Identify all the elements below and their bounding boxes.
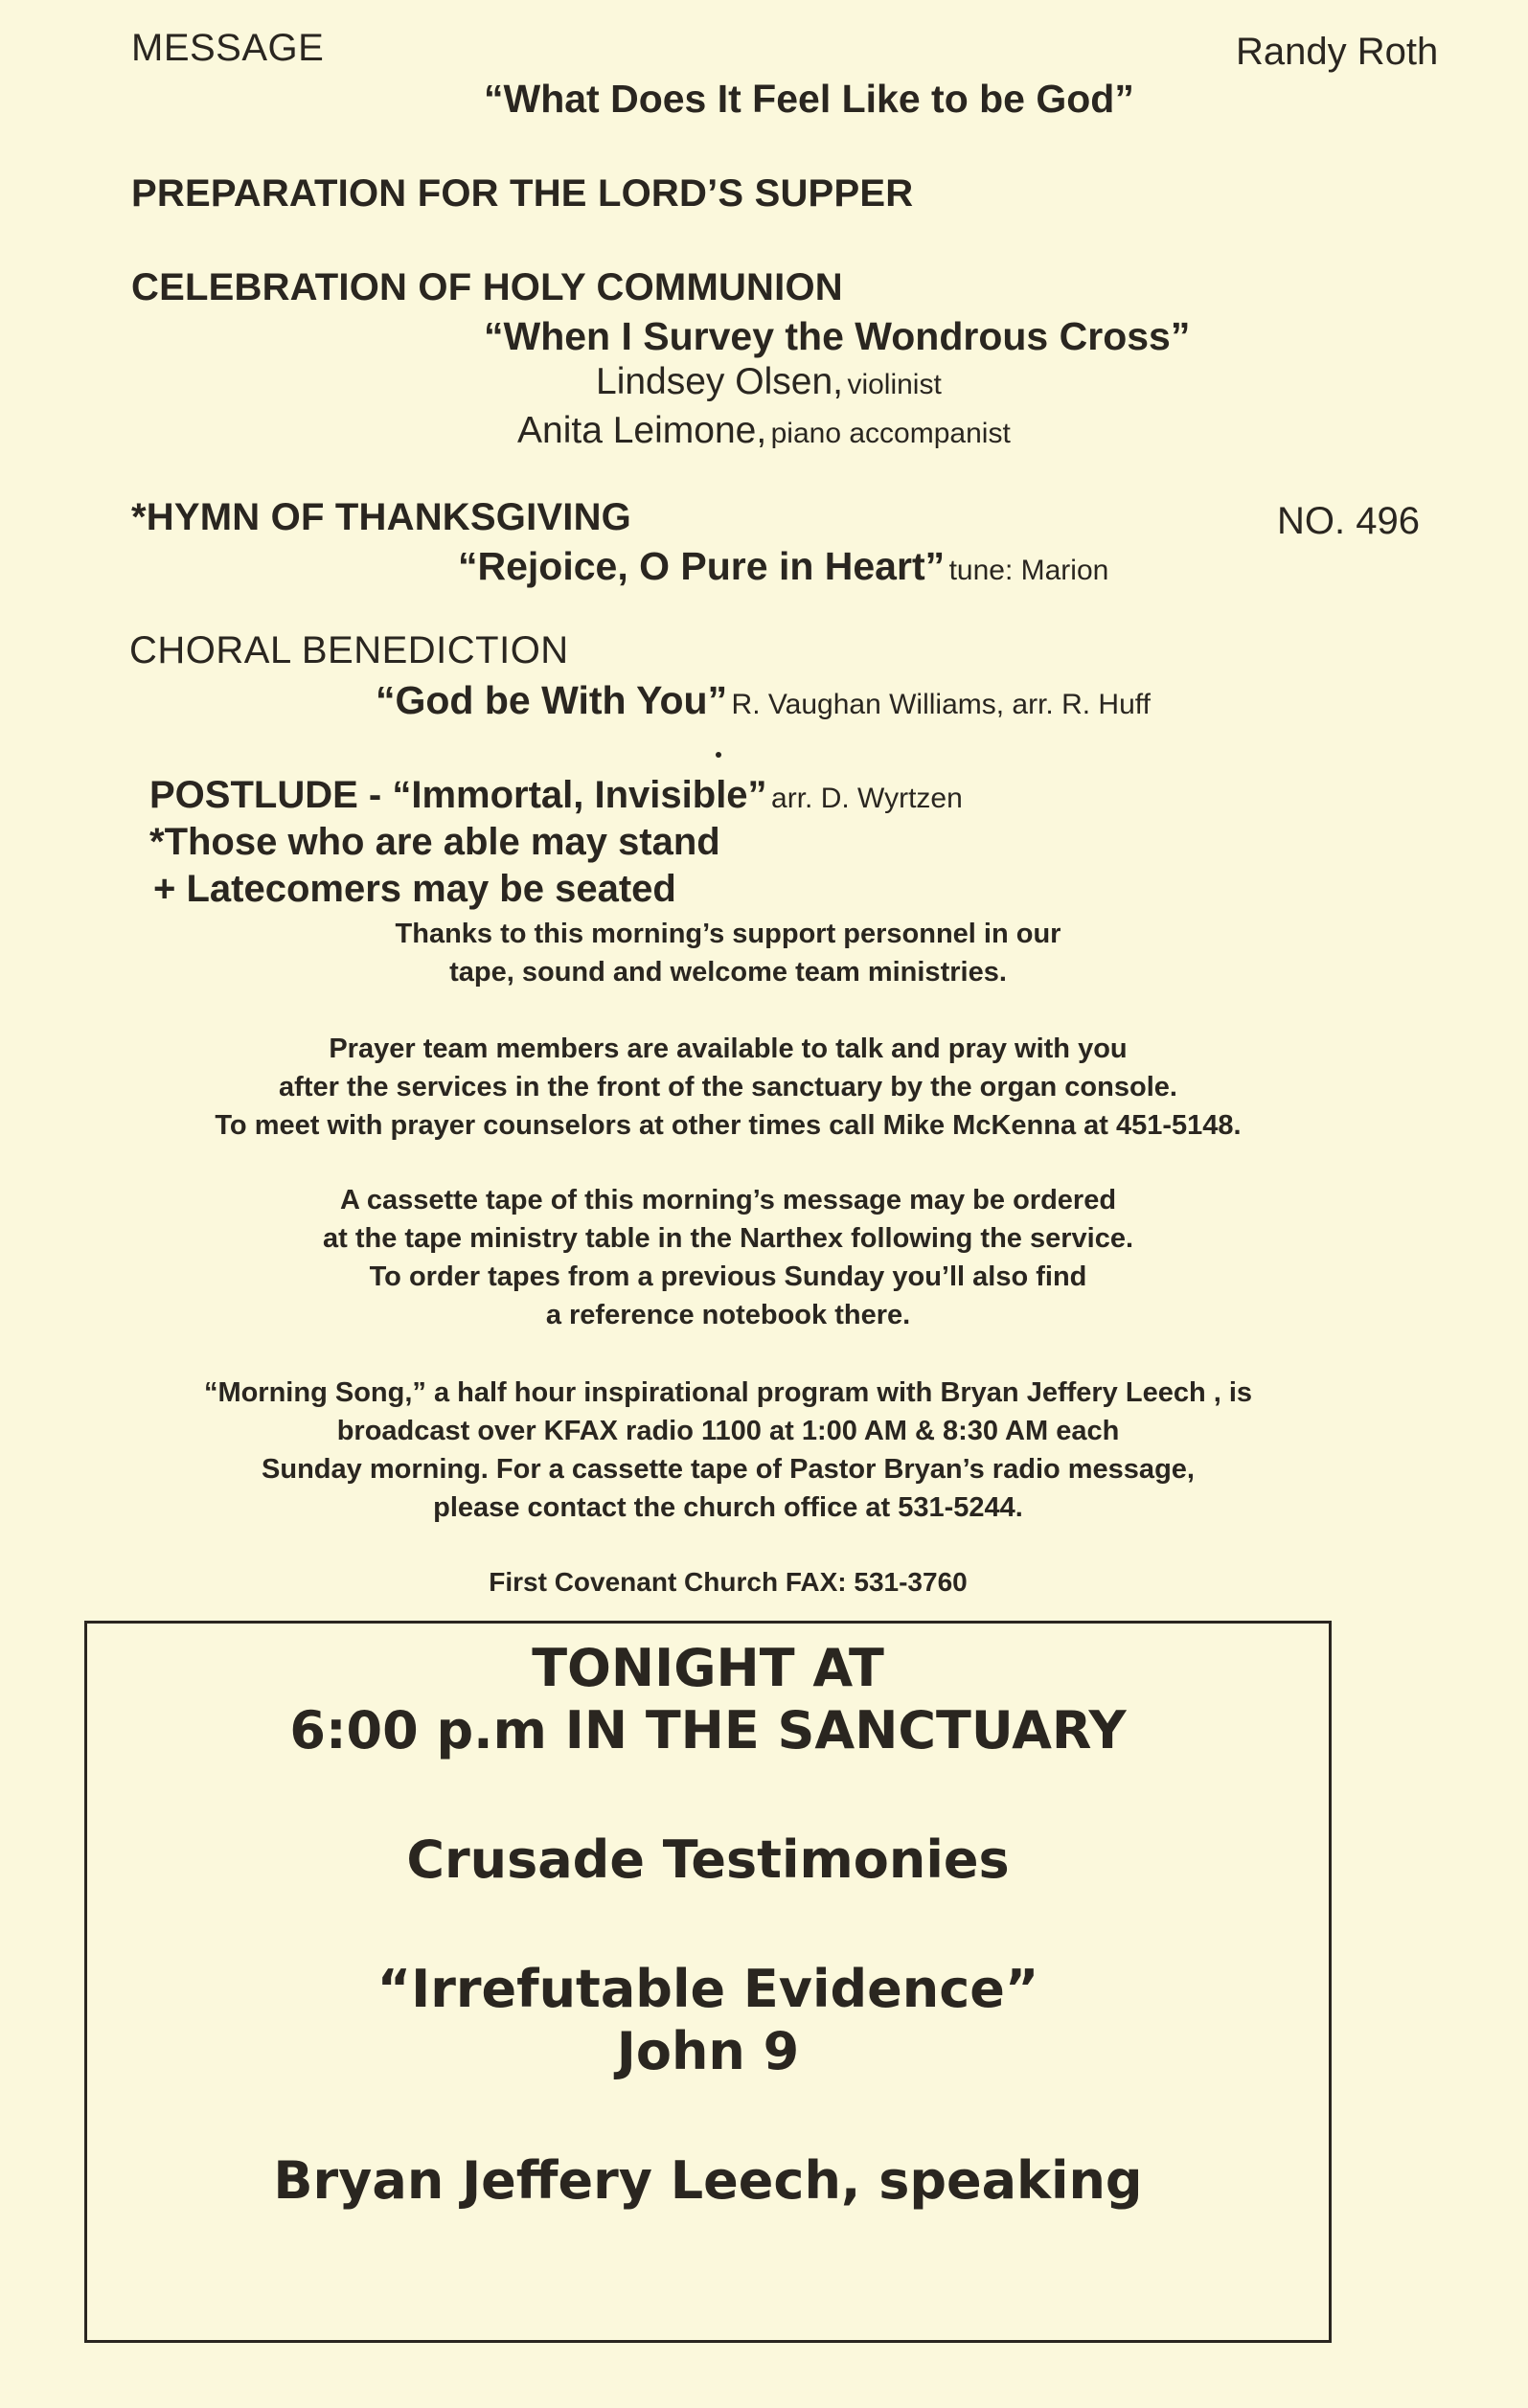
tonight-box [84,1621,1332,2343]
radio-paragraph [134,1374,1322,1527]
prayer-line: Prayer team members are available to talk and pray with you [329,1034,1128,1064]
cassette-line: To order tapes from a previous Sunday you’ll also find [369,1261,1087,1292]
tonight-event-title: Crusade Testimonies [406,1829,1010,1890]
performer-violinist [596,361,942,403]
performer2-name: Anita Leimone, [517,410,767,451]
postlude-line [149,774,963,817]
fax-line [134,1563,1322,1602]
communion-heading: CELEBRATION OF HOLY COMMUNION [131,266,843,308]
postlude-heading: POSTLUDE - “Immortal, Invisible” [149,774,767,816]
fax-text: First Covenant Church FAX: 531-3760 [489,1567,968,1597]
hymn-title-line [458,544,1108,589]
performer1-name: Lindsey Olsen, [596,361,843,402]
hymn-number: NO. 496 [1277,500,1420,542]
thanks-paragraph [134,915,1322,991]
benediction-title: “God be With You” [376,678,728,722]
cassette-paragraph [134,1181,1322,1334]
prayer-line: To meet with prayer counselors at other times call Mike McKenna at 451-5148. [215,1110,1242,1141]
preparation-heading: PREPARATION FOR THE LORD’S SUPPER [131,172,914,215]
thanks-line: Thanks to this morning’s support personnel in our [395,919,1061,949]
cassette-line: a reference notebook there. [545,1300,911,1330]
message-heading: MESSAGE [131,27,325,69]
cassette-line: at the tape ministry table in the Narthex following the service. [322,1223,1134,1254]
tonight-line-1: TONIGHT AT [532,1638,884,1698]
hymn-title: “Rejoice, O Pure in Heart” [458,544,946,588]
radio-line: Sunday morning. For a cassette tape of Pastor Bryan’s radio message, [262,1454,1195,1485]
message-speaker: Randy Roth [1236,31,1439,73]
radio-line: broadcast over KFAX radio 1100 at 1:00 AM & 8:30 AM each [336,1416,1120,1446]
hymn-tune: tune: Marion [948,555,1109,586]
message-title: “What Does It Feel Like to be God” [484,77,1134,121]
hymn-heading: *HYMN OF THANKSGIVING [131,496,631,538]
communion-title: “When I Survey the Wondrous Cross” [484,314,1191,358]
tonight-speaker: Bryan Jeffery Leech, speaking [273,2150,1143,2211]
benediction-heading: CHORAL BENEDICTION [129,629,569,671]
performer1-role: violinist [847,369,942,400]
performer2-role: piano accompanist [770,418,1011,449]
tonight-line-2: 6:00 p.m IN THE SANCTUARY [289,1700,1127,1761]
postlude-credit: arr. D. Wyrtzen [771,783,963,814]
benediction-credit: R. Vaughan Williams, arr. R. Huff [731,689,1151,720]
cassette-line: A cassette tape of this morning’s message may be ordered [339,1185,1117,1215]
decorative-dot [716,752,721,758]
stand-note: *Those who are able may stand [149,821,720,863]
radio-line: please contact the church office at 531-5244. [433,1492,1023,1523]
tonight-message-title: “Irrefutable Evidence” [376,1959,1039,2019]
benediction-title-line [376,678,1151,723]
prayer-line: after the services in the front of the sanctuary by the organ console. [279,1072,1177,1102]
performer-pianist [517,410,1011,452]
tonight-scripture: John 9 [616,2021,800,2081]
radio-line: “Morning Song,” a half hour inspirational program with Bryan Jeffery Leech , is [203,1377,1253,1408]
prayer-paragraph [134,1030,1322,1145]
seated-note: + Latecomers may be seated [153,868,676,910]
thanks-line: tape, sound and welcome team ministries. [449,957,1007,988]
